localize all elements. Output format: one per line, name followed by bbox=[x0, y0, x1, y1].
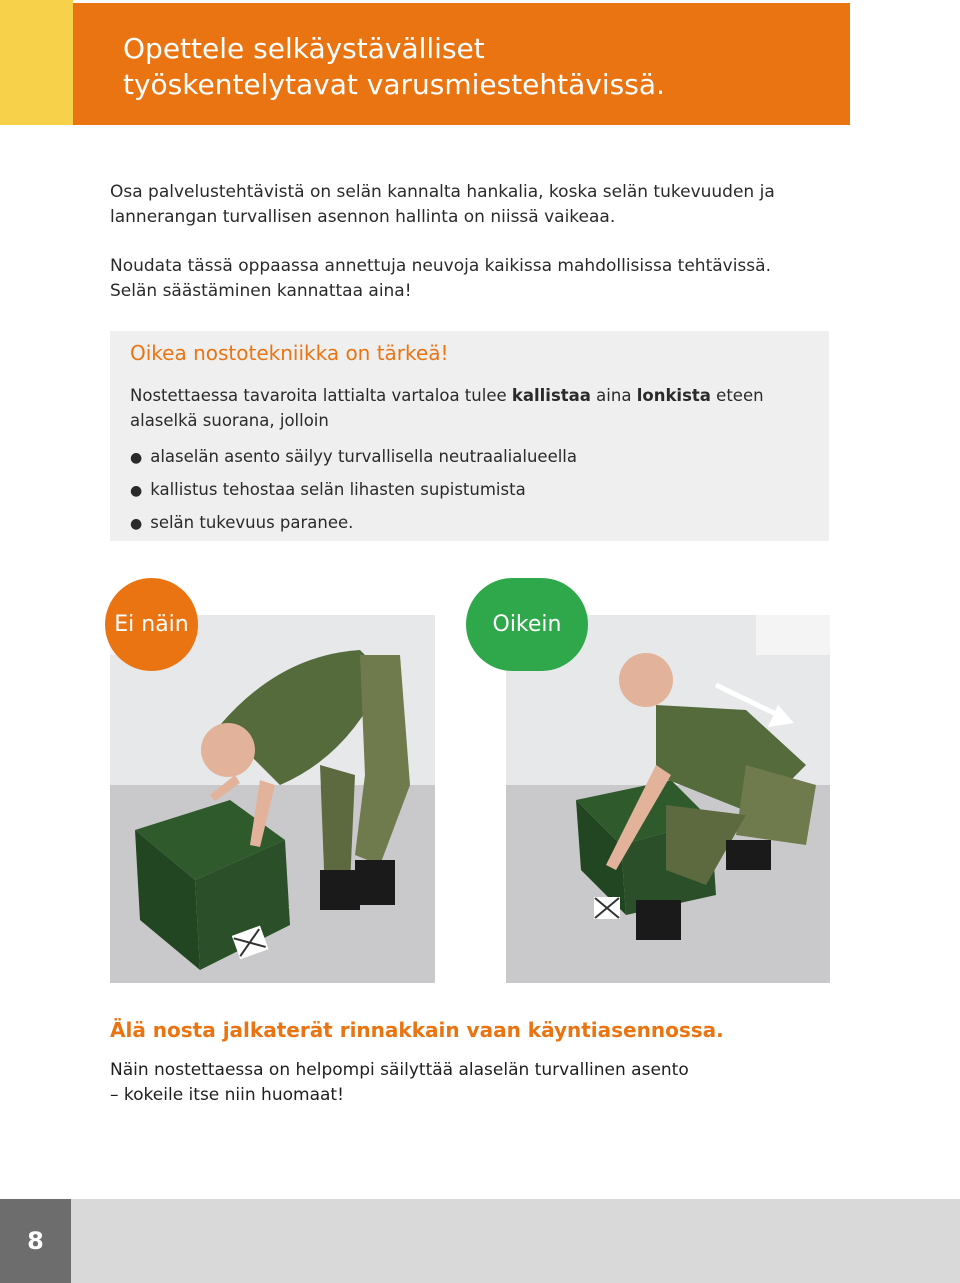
yellow-accent-tab bbox=[0, 0, 73, 125]
bullet-icon: ● bbox=[130, 450, 143, 466]
intro-p1-line-1: Osa palvelustehtävistä on selän kannalta hankalia, koska selän tukevuuden ja bbox=[110, 182, 775, 202]
crate-marking-left: 2008 bbox=[288, 901, 311, 911]
closing-text bbox=[110, 1058, 830, 1108]
infobox-lead bbox=[130, 383, 820, 433]
lead-bold-1: kallistaa bbox=[511, 386, 591, 405]
intro-paragraph-2 bbox=[110, 254, 830, 304]
bullet-icon: ● bbox=[130, 516, 143, 532]
intro-p2-line-1: Noudata tässä oppaassa annettuja neuvoja kaikissa mahdollisissa tehtävissä. bbox=[110, 256, 771, 276]
lead-bold-2: lonkista bbox=[636, 386, 711, 405]
closing-line-2: – kokeile itse niin huomaat! bbox=[110, 1085, 344, 1105]
title-line-2: työskentelytavat varusmiestehtävissä. bbox=[123, 68, 665, 101]
bullet-icon: ● bbox=[130, 483, 143, 499]
right-way-badge: Oikein bbox=[466, 578, 588, 671]
bullet-text: selän tukevuus paranee. bbox=[150, 513, 354, 532]
bullet-text: alaselän asento säilyy turvallisella neutraalialueella bbox=[150, 447, 578, 466]
bullet-text: kallistus tehostaa selän lihasten supistumista bbox=[150, 480, 526, 499]
lifting-technique-box bbox=[110, 331, 829, 541]
list-item bbox=[130, 507, 577, 540]
lead-text-1: Nostettaessa tavaroita lattialta vartaloa tulee bbox=[130, 386, 512, 405]
closing-line-1: Näin nostettaessa on helpompi säilyttää alaselän turvallinen asento bbox=[110, 1060, 689, 1080]
list-item bbox=[130, 441, 577, 474]
wrong-way-badge: Ei näin bbox=[105, 578, 198, 671]
benefits-list bbox=[130, 441, 577, 540]
lead-line-2: alaselkä suorana, jolloin bbox=[130, 411, 329, 430]
infobox-heading: Oikea nostotekniikka on tärkeä! bbox=[130, 341, 449, 365]
lead-text-2: aina bbox=[590, 386, 637, 405]
right-lifting-photo bbox=[506, 615, 830, 983]
right-lifting-illustration bbox=[506, 615, 830, 983]
intro-p1-line-2: lannerangan turvallisen asennon hallinta on niissä vaikeaa. bbox=[110, 207, 616, 227]
footer-bar bbox=[71, 1199, 960, 1283]
list-item bbox=[130, 474, 577, 507]
lead-text-3: eteen bbox=[710, 386, 764, 405]
page-number: 8 bbox=[0, 1199, 71, 1283]
title-line-1: Opettele selkäystävälliset bbox=[123, 32, 485, 65]
page-title bbox=[123, 31, 823, 103]
foot-position-heading: Älä nosta jalkaterät rinnakkain vaan käyntiasennossa. bbox=[110, 1018, 724, 1042]
intro-paragraph-1 bbox=[110, 180, 830, 230]
intro-p2-line-2: Selän säästäminen kannattaa aina! bbox=[110, 281, 412, 301]
title-band bbox=[73, 3, 850, 125]
